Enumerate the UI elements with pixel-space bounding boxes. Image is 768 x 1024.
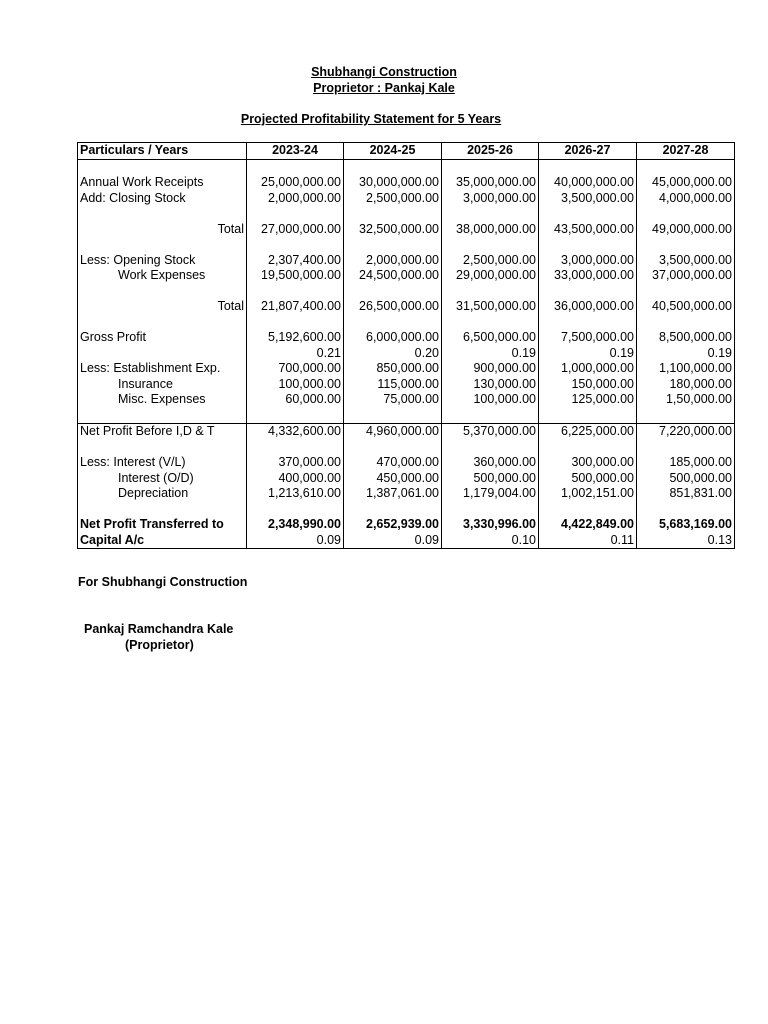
- table-row: [78, 392, 735, 408]
- table-cell: 35,000,000.00: [442, 175, 539, 191]
- column-header: 2027-28: [637, 143, 735, 160]
- table-cell: 0.10: [442, 533, 539, 549]
- table-cell: 1,002,151.00: [539, 486, 637, 502]
- total-row: [78, 222, 735, 238]
- table-cell: 0.19: [539, 346, 637, 362]
- table-cell: 3,500,000.00: [637, 253, 735, 269]
- table-cell: 100,000.00: [442, 392, 539, 408]
- table-cell: 30,000,000.00: [344, 175, 442, 191]
- table-cell: 32,500,000.00: [344, 222, 442, 238]
- row-label: Total: [78, 299, 247, 315]
- row-label: Total: [78, 222, 247, 238]
- table-row: [78, 486, 735, 502]
- row-label: Work Expenses: [78, 268, 247, 284]
- table-cell: 185,000.00: [637, 455, 735, 471]
- table-cell: 500,000.00: [637, 471, 735, 487]
- signatory-name: Pankaj Ramchandra Kale: [84, 622, 234, 636]
- table-cell: 370,000.00: [247, 455, 344, 471]
- statement-title: Projected Profitability Statement for 5 Years: [240, 112, 502, 126]
- table-cell: 0.20: [344, 346, 442, 362]
- table-cell: 4,332,600.00: [247, 424, 344, 440]
- column-header: Particulars / Years: [78, 143, 247, 160]
- table-cell: 130,000.00: [442, 377, 539, 393]
- ratio-row: [78, 533, 735, 549]
- company-name: Shubhangi Construction: [311, 65, 457, 79]
- row-label: Annual Work Receipts: [78, 175, 247, 191]
- table-cell: 4,422,849.00: [539, 517, 637, 533]
- table-cell: 0.13: [637, 533, 735, 549]
- table-cell: 37,000,000.00: [637, 268, 735, 284]
- column-header: 2024-25: [344, 143, 442, 160]
- table-row: [78, 191, 735, 207]
- table-cell: 7,220,000.00: [637, 424, 735, 440]
- table-cell: 29,000,000.00: [442, 268, 539, 284]
- table-cell: 49,000,000.00: [637, 222, 735, 238]
- table-row: [78, 471, 735, 487]
- row-label: Less: Interest (V/L): [78, 455, 247, 471]
- table-row: [78, 455, 735, 471]
- net-profit-row: [78, 517, 735, 533]
- table-cell: 1,179,004.00: [442, 486, 539, 502]
- row-label: Add: Closing Stock: [78, 191, 247, 207]
- row-label: Net Profit Transferred to: [78, 517, 247, 533]
- table-cell: 2,307,400.00: [247, 253, 344, 269]
- signatory-role: (Proprietor): [125, 638, 194, 652]
- table-row: [78, 175, 735, 191]
- table-cell: 3,500,000.00: [539, 191, 637, 207]
- table-cell: 27,000,000.00: [247, 222, 344, 238]
- row-label: [78, 346, 247, 362]
- table-cell: 851,831.00: [637, 486, 735, 502]
- table-cell: 1,213,610.00: [247, 486, 344, 502]
- table-cell: 0.21: [247, 346, 344, 362]
- row-label: Less: Opening Stock: [78, 253, 247, 269]
- table-row: [78, 253, 735, 269]
- table-cell: 850,000.00: [344, 361, 442, 377]
- table-row: [78, 268, 735, 284]
- table-cell: 500,000.00: [442, 471, 539, 487]
- proprietor-line: Proprietor : Pankaj Kale: [313, 81, 455, 95]
- table-cell: 33,000,000.00: [539, 268, 637, 284]
- table-cell: 150,000.00: [539, 377, 637, 393]
- row-label: Interest (O/D): [78, 471, 247, 487]
- table-cell: 0.09: [344, 533, 442, 549]
- table-cell: 0.19: [442, 346, 539, 362]
- table-cell: 700,000.00: [247, 361, 344, 377]
- table-cell: 5,370,000.00: [442, 424, 539, 440]
- table-cell: 300,000.00: [539, 455, 637, 471]
- table-cell: 4,000,000.00: [637, 191, 735, 207]
- table-cell: 900,000.00: [442, 361, 539, 377]
- table-cell: 45,000,000.00: [637, 175, 735, 191]
- table-cell: 2,348,990.00: [247, 517, 344, 533]
- table-row: [78, 424, 735, 440]
- table-cell: 3,330,996.00: [442, 517, 539, 533]
- table-cell: 25,000,000.00: [247, 175, 344, 191]
- table-cell: 75,000.00: [344, 392, 442, 408]
- table-cell: 3,000,000.00: [539, 253, 637, 269]
- table-cell: 2,000,000.00: [247, 191, 344, 207]
- table-cell: 8,500,000.00: [637, 330, 735, 346]
- table-cell: 2,652,939.00: [344, 517, 442, 533]
- row-label: Insurance: [78, 377, 247, 393]
- table-row: [78, 330, 735, 346]
- row-label: Capital A/c: [78, 533, 247, 549]
- table-cell: 26,500,000.00: [344, 299, 442, 315]
- row-label: Gross Profit: [78, 330, 247, 346]
- table-cell: 4,960,000.00: [344, 424, 442, 440]
- table-cell: 21,807,400.00: [247, 299, 344, 315]
- table-cell: 0.09: [247, 533, 344, 549]
- column-header: 2025-26: [442, 143, 539, 160]
- table-row: [78, 361, 735, 377]
- profitability-table: [77, 142, 735, 549]
- table-cell: 1,100,000.00: [637, 361, 735, 377]
- table-cell: 7,500,000.00: [539, 330, 637, 346]
- table-cell: 5,192,600.00: [247, 330, 344, 346]
- table-cell: 60,000.00: [247, 392, 344, 408]
- row-label: Net Profit Before I,D & T: [78, 424, 247, 440]
- table-cell: 38,000,000.00: [442, 222, 539, 238]
- table-cell: 24,500,000.00: [344, 268, 442, 284]
- column-header: 2023-24: [247, 143, 344, 160]
- table-cell: 43,500,000.00: [539, 222, 637, 238]
- table-cell: 40,500,000.00: [637, 299, 735, 315]
- table-cell: 400,000.00: [247, 471, 344, 487]
- table-cell: 0.11: [539, 533, 637, 549]
- table-cell: 36,000,000.00: [539, 299, 637, 315]
- table-cell: 40,000,000.00: [539, 175, 637, 191]
- row-label: Less: Establishment Exp.: [78, 361, 247, 377]
- table-cell: 180,000.00: [637, 377, 735, 393]
- table-cell: 450,000.00: [344, 471, 442, 487]
- table-cell: 470,000.00: [344, 455, 442, 471]
- table-header-row: [78, 143, 735, 160]
- table-cell: 6,500,000.00: [442, 330, 539, 346]
- table-cell: 31,500,000.00: [442, 299, 539, 315]
- table-cell: 100,000.00: [247, 377, 344, 393]
- table-cell: 6,225,000.00: [539, 424, 637, 440]
- table-cell: 1,50,000.00: [637, 392, 735, 408]
- table-cell: 0.19: [637, 346, 735, 362]
- table-cell: 6,000,000.00: [344, 330, 442, 346]
- table-cell: 2,000,000.00: [344, 253, 442, 269]
- table-cell: 2,500,000.00: [344, 191, 442, 207]
- table-cell: 500,000.00: [539, 471, 637, 487]
- table-cell: 115,000.00: [344, 377, 442, 393]
- table-row: [78, 377, 735, 393]
- row-label: Depreciation: [78, 486, 247, 502]
- table-cell: 19,500,000.00: [247, 268, 344, 284]
- ratio-row: [78, 346, 735, 362]
- table-cell: 1,000,000.00: [539, 361, 637, 377]
- table-cell: 2,500,000.00: [442, 253, 539, 269]
- for-company-line: For Shubhangi Construction: [78, 575, 248, 589]
- table-cell: 1,387,061.00: [344, 486, 442, 502]
- table-cell: 125,000.00: [539, 392, 637, 408]
- table-cell: 3,000,000.00: [442, 191, 539, 207]
- total-row: [78, 299, 735, 315]
- table-cell: 360,000.00: [442, 455, 539, 471]
- row-label: Misc. Expenses: [78, 392, 247, 408]
- column-header: 2026-27: [539, 143, 637, 160]
- table-cell: 5,683,169.00: [637, 517, 735, 533]
